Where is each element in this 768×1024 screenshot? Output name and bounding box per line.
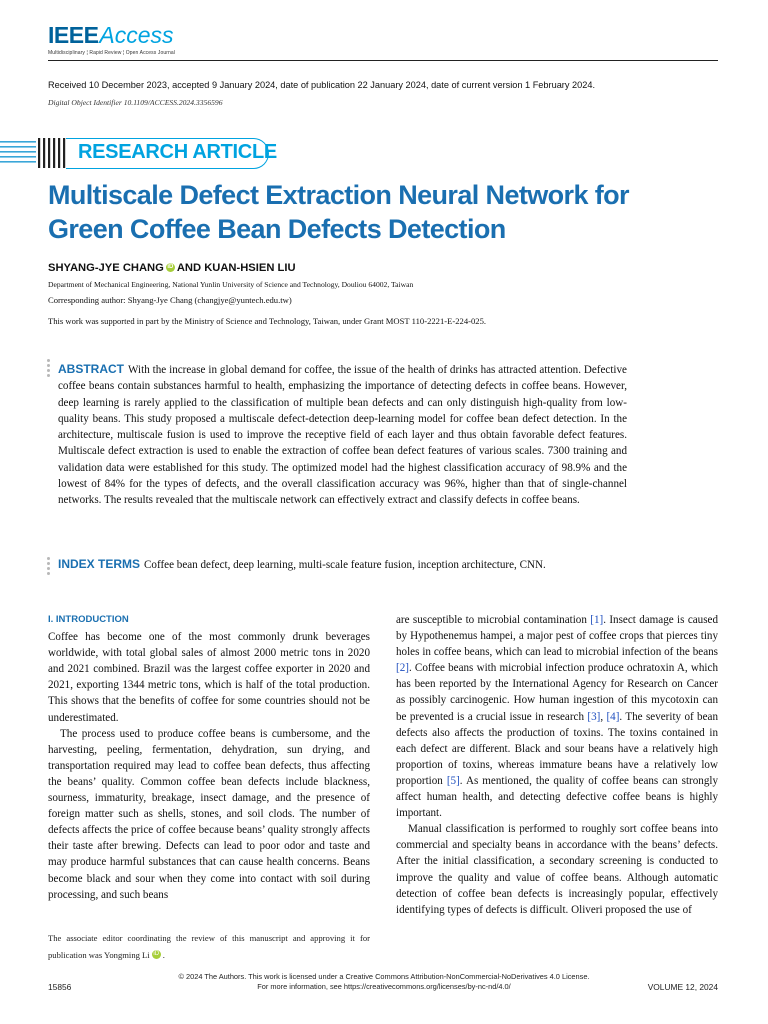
- citation-link[interactable]: [1]: [590, 614, 604, 626]
- corresponding-author: Corresponding author: Shyang-Jye Chang (changjye@yuntech.edu.tw): [48, 295, 292, 305]
- text-run: . The severity of bean defects also affects the production of toxins. The toxins contained in each defect are different. Black and sour beans have a relatively high proportion of toxins, whereas immature beans have a relatively low proportion: [396, 710, 719, 787]
- abstract-label: ABSTRACT: [58, 362, 124, 376]
- paragraph: Coffee has become one of the most commonly drunk beverages worldwide, with total global sales of almost 2000 metric tons in 2020 and 2021 combined. Brazil was the largest coffee exporter in 2020 and 2021, exporting 1344 metric tons, which is half of the total production. This shows that the benefits of coffee for some countries should not be underestimated.: [48, 631, 370, 724]
- author-1[interactable]: SHYANG-JYE CHANG: [48, 262, 164, 274]
- doi-line[interactable]: Digital Object Identifier 10.1109/ACCESS.2024.3356596: [48, 98, 223, 107]
- citation-link[interactable]: [2]: [396, 662, 409, 675]
- logo-tagline: Multidisciplinary ¦ Rapid Review ¦ Open Access Journal: [48, 50, 175, 56]
- received-dates: Received 10 December 2023, accepted 9 January 2024, date of publication 22 January 2024, date of current version 1 February 2024.: [48, 80, 596, 90]
- author-2[interactable]: AND KUAN-HSIEN LIU: [176, 262, 296, 274]
- volume-label: VOLUME 12, 2024: [647, 982, 718, 992]
- article-title: [48, 178, 708, 246]
- paragraph: The process used to produce coffee beans is cumbersome, and the harvesting, peeling, fermentation, dehydration, sun drying, and transportation required may lead to coffee bean defects, thus affecting the beans’ quality. Common coffee bean defects include blackness, sourness, immaturity, breakage, insect damage, and the presence of foreign matter such as shells, stones, and soil clods. The number of defects affects the price of coffee because beans’ quality strongly affects their taste after brewing. Defects can lead to poor odor and taste and may produce harmful substances that can cause health concerns. Beans become black and sour when they come into contact with soil during processing, and such beans: [48, 727, 370, 901]
- section-heading-introduction: I. INTRODUCTION: [48, 614, 129, 625]
- affiliation: Department of Mechanical Engineering, National Yunlin University of Science and Technology, Douliou 64002, Taiwan: [48, 280, 414, 289]
- article-type-label: RESEARCH ARTICLE: [78, 141, 277, 163]
- author-list: [48, 262, 296, 274]
- abstract-text: With the increase in global demand for coffee, the issue of the health of drinks has attracted attention. Defective coffee beans contain substances harmful to health, emphasizing the importance of detecting defects in coffee beans. However, deep learning is rarely applied to the classification of multiple bean defects and can only distinguish high-quality from low-quality beans. This study proposed a multiscale defect-detection deep-learning model for coffee bean defect detection. In the architecture, multiscale fusion is used to improve the receptive field of each layer and thus obtain favorable defect features. Multiscale defect extraction is used to enable the extraction of coffee bean defect features of various scales. 7300 training and validation data were established for this study. The optimized model had the highest classification accuracy of 98.9% and the lowest of 84% for the types of defects, and the overall classification accuracy was 96%, higher than that of single-channel networks. The results revealed that the multiscale network can effectively extract and classify defects in coffee beans.: [58, 364, 627, 507]
- logo-ieee-text: IEEE: [48, 22, 99, 48]
- journal-logo[interactable]: [48, 22, 175, 56]
- index-terms-label: INDEX TERMS: [58, 557, 141, 571]
- text-run: ,: [600, 710, 607, 723]
- text-run: are susceptible to microbial contamination: [396, 614, 591, 626]
- orcid-icon[interactable]: iD: [153, 951, 160, 957]
- index-terms: [58, 557, 658, 571]
- logo-access-text: Access: [99, 22, 174, 48]
- title-line-2: Green Coffee Bean Defects Detection: [48, 214, 506, 244]
- paragraph: Manual classification is performed to roughly sort coffee beans into commercial and specialty beans in accordance with the beans’ defects. After the initial classification, a secondary screening is conducted to improve the quality and value of coffee beans. Although automatic detection of coffee bean defects is increasingly popular, effectively identifying types of defects is difficult. Oliveri proposed the use of: [396, 823, 718, 916]
- footnote-text: The associate editor coordinating the review of this manuscript and approving it for publication was Yongming Li: [48, 933, 370, 960]
- title-line-1: Multiscale Defect Extraction Neural Network for: [48, 180, 629, 210]
- abstract: [58, 361, 627, 509]
- body-column-left: [48, 612, 370, 903]
- index-terms-text: Coffee bean defect, deep learning, multi-scale feature fusion, inception architecture, CNN.: [144, 559, 546, 571]
- body-column-right: [396, 612, 718, 918]
- text-run: . Coffee beans with microbial infection produce ochratoxin A, which has been reported by the International Agency for Research on Cancer as possibly carcinogenic. How human ingestion of this mycotoxin can be prevented is a crucial issue in research: [396, 662, 718, 723]
- license-url[interactable]: For more information, see https://creativecommons.org/licenses/by-nc-nd/4.0/: [257, 982, 511, 991]
- orcid-icon[interactable]: iD: [167, 264, 174, 270]
- license-line: © 2024 The Authors. This work is licensed under a Creative Commons Attribution-NonCommercial-NoDerivatives 4.0 License.: [178, 972, 590, 981]
- editor-footnote: [48, 930, 370, 964]
- abstract-dots-icon: [47, 359, 51, 379]
- text-run: . Insect damage is caused by Hypothenemus hampei, a major pest of coffee crops that pierces tiny holes in coffee beans, which can lead to microbial infection of the beans: [396, 614, 718, 659]
- page-number: 15856: [48, 982, 72, 992]
- paragraph: [396, 612, 718, 821]
- text-run: . As mentioned, the quality of coffee beans can strongly affect human health, and detecting defective coffee beans is highly important.: [396, 774, 719, 820]
- citation-link[interactable]: [3]: [587, 710, 601, 723]
- footnote-end: .: [162, 950, 165, 960]
- license-notice: [140, 972, 628, 992]
- header-divider: [48, 60, 718, 61]
- funding-note: This work was supported in part by the Ministry of Science and Technology, Taiwan, under Grant MOST 110-2221-E-224-025.: [48, 316, 487, 326]
- citation-link[interactable]: [5]: [446, 774, 460, 787]
- index-terms-dots-icon: [47, 557, 51, 577]
- citation-link[interactable]: [4]: [606, 710, 620, 723]
